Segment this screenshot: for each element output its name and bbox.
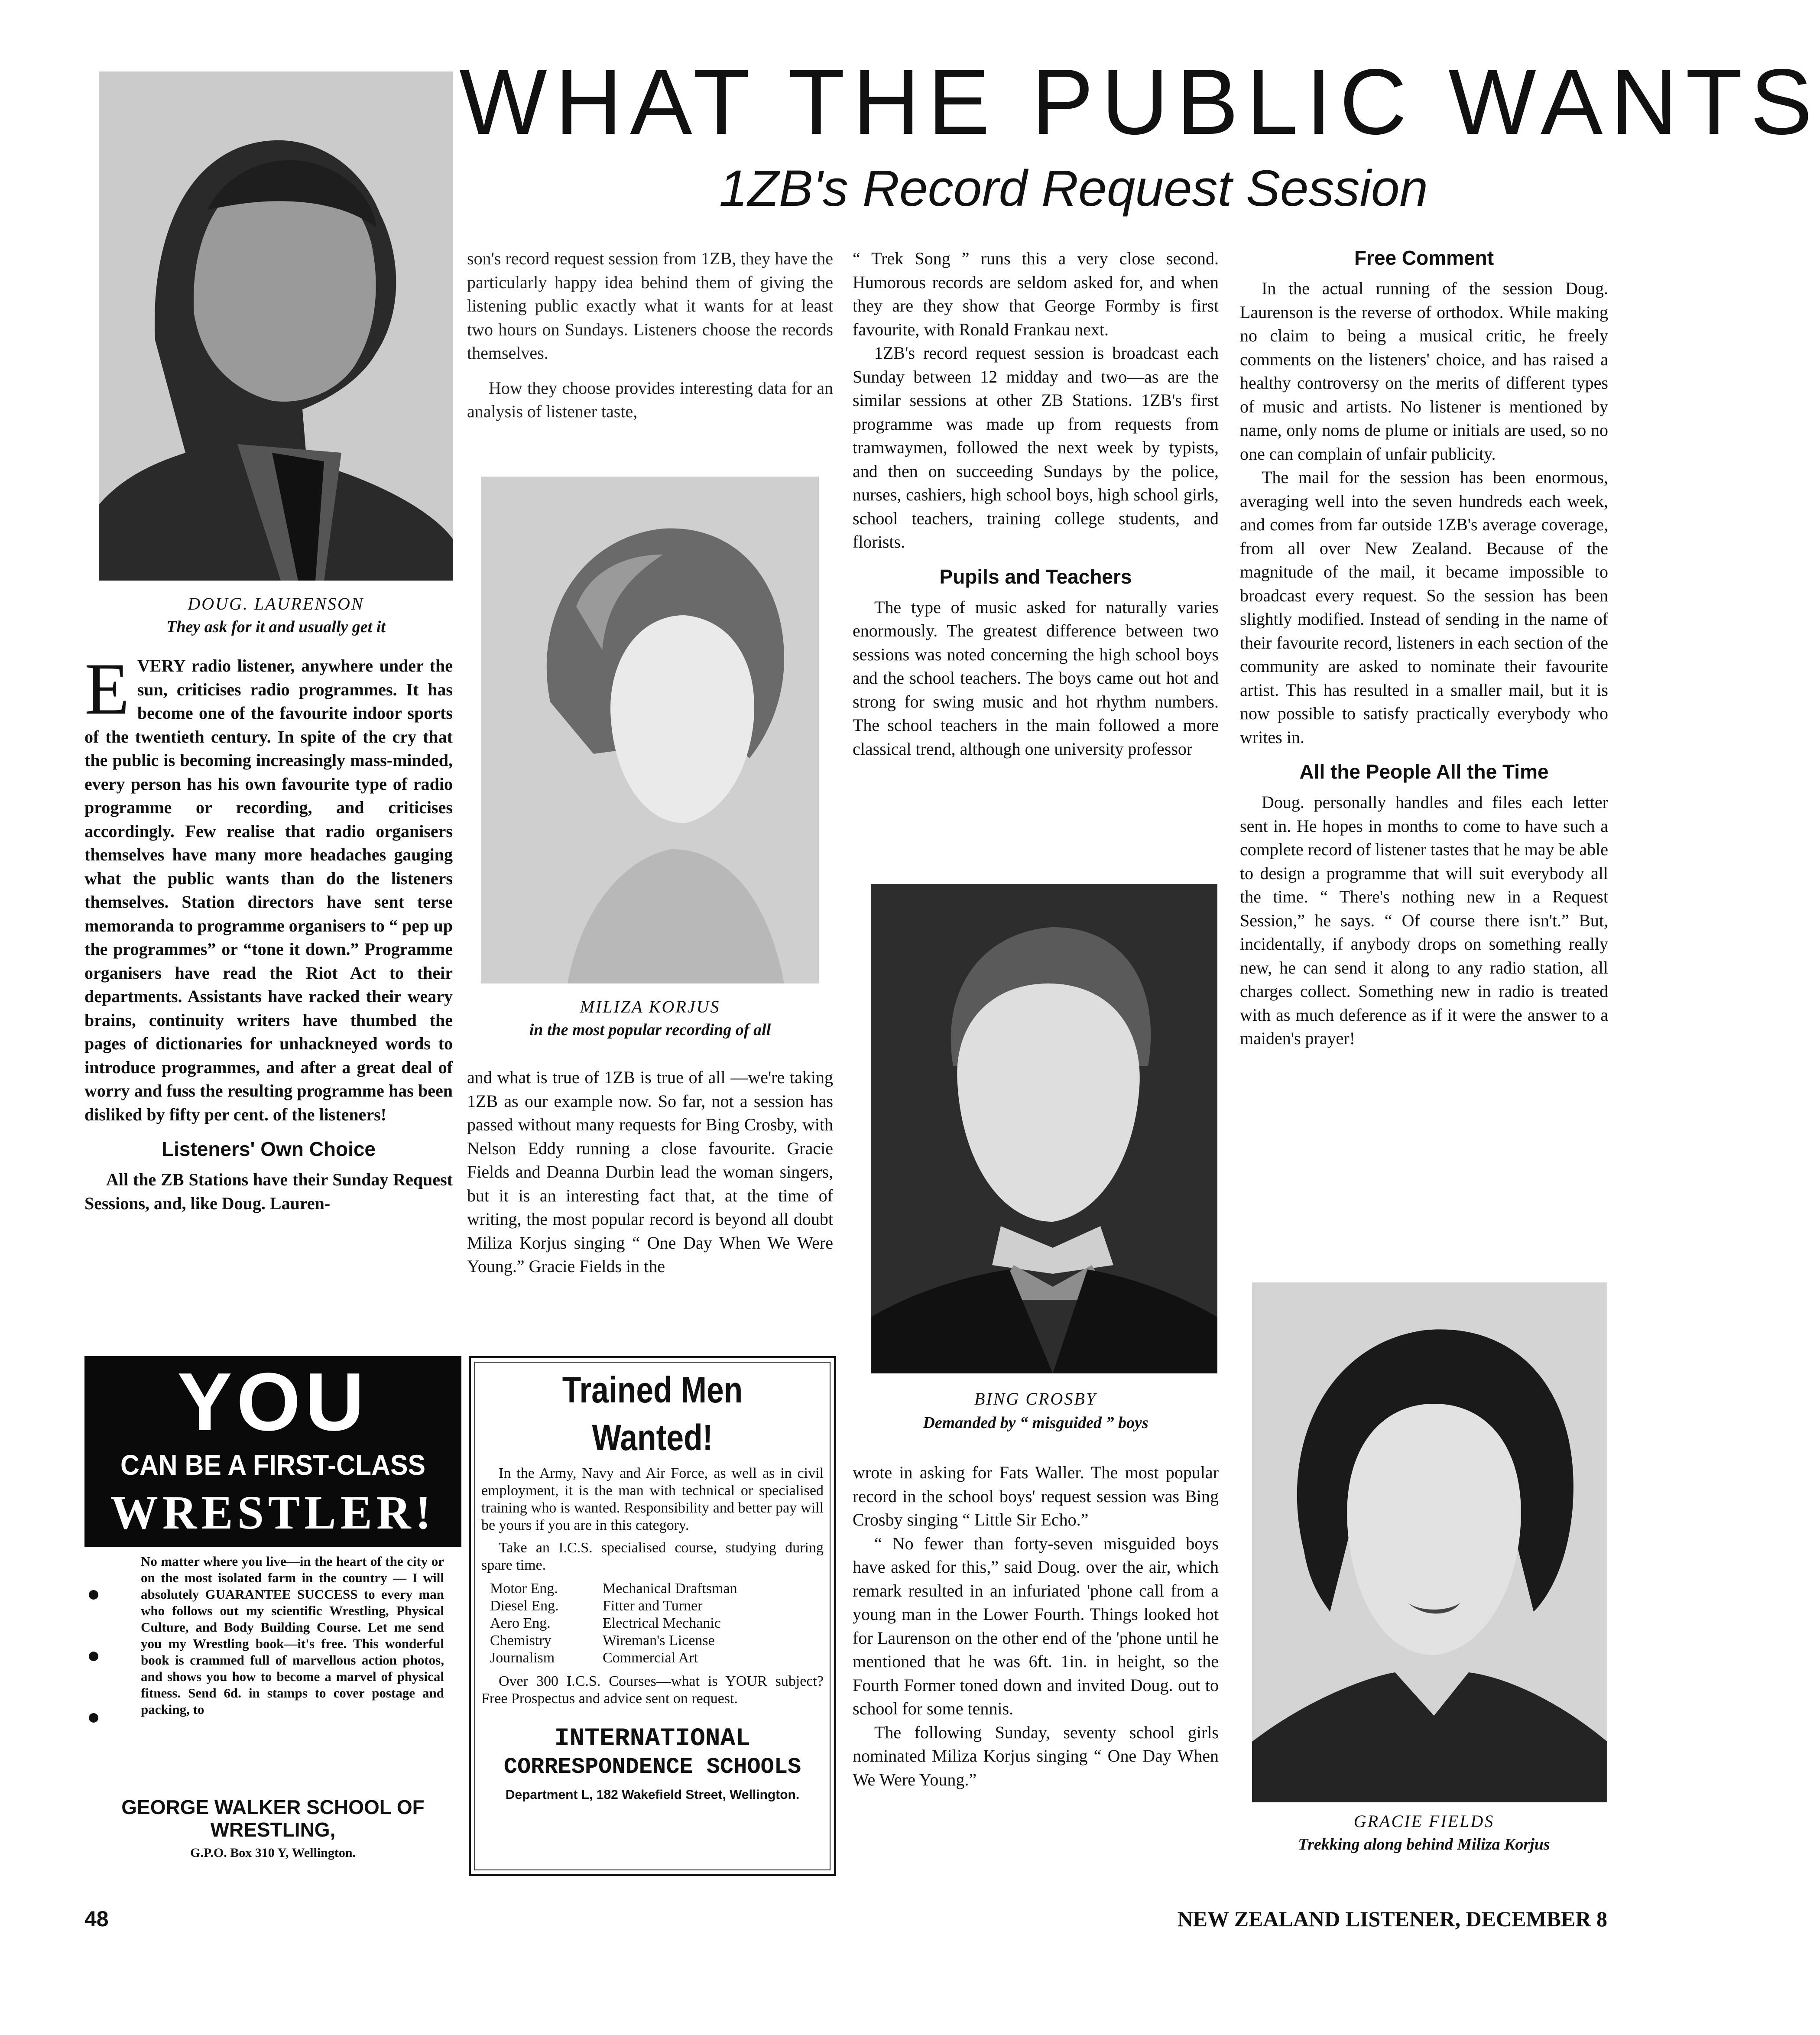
heading-all-the-people: All the People All the Time [1299, 760, 1549, 783]
ics-course-right-item: Wireman's License [603, 1633, 715, 1649]
col4-paragraph-3: Doug. personally handles and files each letter sent in. He hopes in months to come to have such a complete record of listener tastes that he may be able to design a programme that will suit everybody all the time. “ There's nothing new in a Request Session,” he says. “ Of course there isn't.” But, incidentally, if anybody drops on something really new, he can send it along to any radio station, all charges collect. Something new in radio is treated with as much deference as if it were the answer to a maiden's prayer! [1240, 792, 1608, 1048]
bullet-icon [89, 1590, 98, 1600]
ad-wrestler-body: No matter where you live—in the heart of the city or on the most isolated farm in the country — I will absolutely GUARANTEE SUCCESS to every man who follows out my scientific Wrestling, Physical Culture, and Body Building Course. Let me send you my Wrestling book—it's free. This wonderful book is crammed full of marvellous action photos, and shows you how to become a marvel of physical fitness. Send 6d. in stamps to cover postage and packing, to [141, 1554, 444, 1717]
col2-paragraph-1: son's record request session from 1ZB, they have the particularly happy idea behind them of giving the listening public exactly what it wants for at least two hours on Sundays. Listeners choose the records themselves. [467, 249, 833, 363]
caption-crosby-name: BING CROSBY [974, 1389, 1097, 1409]
article-column-3-top [853, 247, 1219, 761]
ad-wrestler-bullets [89, 1590, 106, 1723]
article-column-4 [1240, 245, 1608, 1051]
bullet-icon [89, 1713, 98, 1723]
col3-paragraph-6: The following Sunday, seventy school girls nominated Miliza Korjus singing “ One Day When We Were Young.” [853, 1722, 1219, 1789]
ad-ics-course-list [481, 1580, 824, 1667]
ad-ics-address: Department L, 182 Wakefield Street, Wellington. [505, 1788, 800, 1802]
col3-paragraph-1: “ Trek Song ” runs this a very close second. Humorous records are seldom asked for, and when they are they show that George Formby is first favourite, with Ronald Frankau next. [853, 249, 1219, 339]
photo-korjus [481, 477, 819, 983]
col4-paragraph-1: In the actual running of the session Doug. Laurenson is the reverse of orthodox. While making no claim to being a musical critic, he freely comments on the listeners' choice, and has raised a healthy controversy on the merits of different types of music and artists. No listener is mentioned by name, only noms de plume or initials are used, so no one can complain of unfair publicity. [1240, 279, 1608, 464]
ad-wrestler-line3: WRESTLER! [110, 1486, 436, 1539]
col2-paragraph-2: How they choose provides interesting data for an analysis of listener taste, [467, 378, 833, 421]
heading-pupils-and-teachers: Pupils and Teachers [939, 565, 1132, 588]
caption-laurenson-name: DOUG. LAURENSON [188, 594, 364, 613]
drop-cap: E [84, 648, 130, 730]
ics-course-left-item: Diesel Eng. [490, 1598, 559, 1614]
ics-course-right-item: Fitter and Turner [603, 1598, 703, 1614]
ad-wrestler [84, 1356, 461, 1867]
ad-ics-courses-right [603, 1580, 824, 1667]
masthead-footer: NEW ZEALAND LISTENER, DECEMBER 8 [1177, 1907, 1607, 1931]
photo-crosby [871, 884, 1217, 1373]
col1-paragraph-2: All the ZB Stations have their Sunday Request Sessions, and, like Doug. Lauren- [84, 1170, 453, 1213]
ad-ics-name-1: INTERNATIONAL [554, 1725, 751, 1753]
ad-ics-name-2: CORRESPONDENCE SCHOOLS [503, 1754, 801, 1780]
heading-free-comment: Free Comment [1354, 247, 1494, 269]
ics-course-left-item: Journalism [490, 1650, 555, 1666]
ad-wrestler-school: GEORGE WALKER SCHOOL OF WRESTLING, [121, 1796, 425, 1841]
col3-paragraph-2: 1ZB's record request session is broadcast each Sunday between 12 midday and two—as are the similar sessions at other ZB Stations. 1ZB's first programme was made up from requests from tramwaymen, followed the next week by typists, and then on succeeding Sundays by the police, nurses, cashiers, high school boys, high school girls, school teachers, training college students, and florists. [853, 343, 1219, 552]
col2-paragraph-3: and what is true of 1ZB is true of all —we're taking 1ZB as our example now. So far, not a session has passed without many requests for Bing Crosby, with Nelson Eddy running a close favourite. Gracie Fields and Deanna Durbin lead the woman singers, but it is an interesting fact that, at the time of writing, the most popular record is beyond all doubt Miliza Korjus singing “ One Day When We Were Young.” Gracie Fields in the [467, 1068, 833, 1276]
caption-korjus-text: in the most popular recording of all [529, 1021, 771, 1039]
page-title: WHAT THE PUBLIC WANTS [459, 49, 1820, 154]
ics-course-left-item: Aero Eng. [490, 1615, 551, 1631]
ad-wrestler-address: G.P.O. Box 310 Y, Wellington. [190, 1846, 356, 1860]
article-column-3-bottom [853, 1461, 1219, 1792]
ad-ics [469, 1356, 836, 1876]
ad-ics-paragraph-3: Over 300 I.C.S. Courses—what is YOUR subject? Free Prospectus and advice sent on request. [481, 1673, 824, 1707]
caption-korjus-name: MILIZA KORJUS [580, 997, 720, 1016]
ics-course-right-item: Mechanical Draftsman [603, 1581, 737, 1597]
bullet-icon [89, 1652, 98, 1661]
photo-laurenson [99, 71, 453, 581]
ad-ics-headline: Trained Men Wanted! [562, 1370, 743, 1458]
col4-paragraph-2: The mail for the session has been enormous, averaging well into the seven hundreds each week, and comes from far outside 1ZB's average coverage, from all over New Zealand. Because of the magnitude of the mail, it became impossible to broadcast every request. So the session has been slightly modified. Instead of sending in the name of their favourite record, listeners in each section of the community are asked to nominate their favourite artist. This has resulted in a smaller mail, but it is now possible to satisfy practically everybody who writes in. [1240, 467, 1608, 747]
ad-wrestler-you: YOU [177, 1356, 369, 1448]
ad-wrestler-banner [84, 1356, 461, 1547]
ad-ics-courses-left [481, 1580, 603, 1667]
ics-course-right-item: Electrical Mechanic [603, 1615, 721, 1631]
ad-wrestler-line2: CAN BE A FIRST-CLASS [120, 1449, 425, 1481]
caption-laurenson-text: They ask for it and usually get it [166, 618, 386, 636]
col3-paragraph-3: The type of music asked for naturally varies enormously. The greatest difference between two sessions was noted concerning the high school boys and the school teachers. The boys came out hot and strong for swing music and hot rhythm numbers. The school teachers in the main followed a more classical trend, although one university professor [853, 597, 1219, 759]
article-column-2-top [467, 247, 833, 424]
page-number: 48 [84, 1907, 109, 1931]
page-subtitle: 1ZB's Record Request Session [719, 160, 1428, 217]
ics-course-right-item: Commercial Art [603, 1650, 698, 1666]
caption-fields-text: Trekking along behind Miliza Korjus [1298, 1835, 1550, 1853]
ad-ics-paragraph-1: In the Army, Navy and Air Force, as well as in civil employment, it is the man with technical or specialised training who is wanted. Responsibility and better pay will be yours if you are in this category. [481, 1465, 824, 1533]
ad-ics-paragraph-2: Take an I.C.S. specialised course, studying during spare time. [481, 1540, 824, 1573]
col3-paragraph-4: wrote in asking for Fats Waller. The most popular record in the school boys' request session was Bing Crosby singing “ Little Sir Echo.” [853, 1463, 1219, 1529]
article-column-1 [84, 648, 453, 1215]
article-column-2-bottom [467, 1066, 833, 1279]
ics-course-left-item: Motor Eng. [490, 1581, 558, 1597]
heading-listeners-own-choice: Listeners' Own Choice [161, 1138, 376, 1160]
caption-crosby-text: Demanded by “ misguided ” boys [923, 1414, 1148, 1432]
ics-course-left-item: Chemistry [490, 1633, 552, 1649]
col1-paragraph-1: VERY radio listener, anywhere under the sun, criticises radio programmes. It has become one of the favourite indoor sports of the twentieth century. In spite of the cry that the public is becoming increasingly mass-minded, every person has his own favourite type of radio programme or recording, and criticises accordingly. Few realise that radio organisers themselves have many more headaches gauging what the public wants than do the listeners themselves. Station directors have sent terse memoranda to programme organisers to “ pep up the programmes” or “tone it down.” Programme organisers have read the Riot Act to their departments. Assistants have racked their weary brains, continuity writers have thumbed the pages of dictionaries for unhackneyed words to introduce programmes, and after a great deal of worry and fuss the resulting programme has been disliked by fifty per cent. of the listeners! [84, 656, 453, 1124]
photo-fields [1252, 1282, 1607, 1802]
caption-fields-name: GRACIE FIELDS [1353, 1811, 1495, 1831]
col3-paragraph-5: “ No fewer than forty-seven misguided boys have asked for this,” said Doug. over the air, which remark resulted in an infuriated 'phone call from a young man in the Lower Fourth. Things looked hot for Laurenson on the other end of the 'phone until he mentioned that he was 6ft. 1in. in height, so the Fourth Former toned down and invited Doug. out to school for some tennis. [853, 1533, 1219, 1718]
